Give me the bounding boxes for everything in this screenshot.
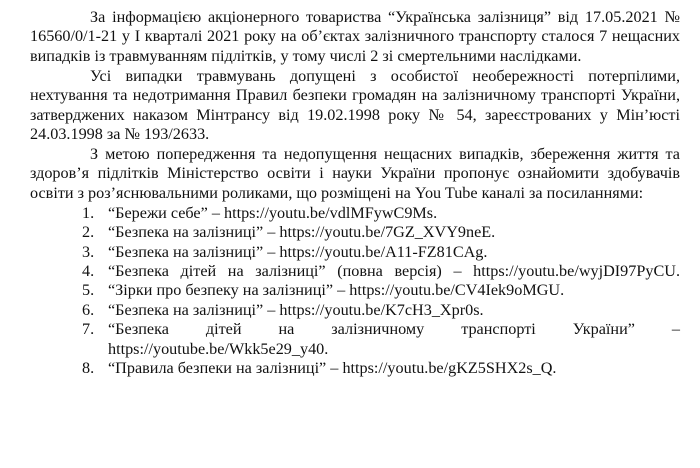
list-item-text — [108, 359, 680, 378]
video-title: “Безпека дітей на залізничному транспорті України” — [108, 320, 635, 339]
video-url: https://youtu.be/A11-FZ81CAg. — [279, 242, 488, 261]
list-item-number: 2. — [82, 223, 95, 242]
dash-separator: – — [441, 262, 474, 281]
paragraph-video-proposal: З метою попередження та недопущення нещасних випадків, збереження життя та здоров’я підлітків Міністерство освіти і науки України пропонує ознайомити здобувачів освіти з роз’яснювальними роликами, що розміщені на You Tube каналі за посиланнями: — [30, 145, 680, 202]
list-item — [30, 359, 680, 378]
video-url: https://youtu.be/CV4Iek9oMGU. — [349, 281, 565, 300]
dash-separator: – — [263, 223, 280, 242]
video-link-list — [30, 204, 680, 379]
video-title: “Правила безпеки на залізниці” — [108, 359, 327, 378]
list-item-text — [108, 243, 680, 262]
dash-separator: – — [207, 203, 224, 222]
video-url: https://youtu.be/vdlMFywC9Ms. — [223, 203, 438, 222]
paragraph-incident-stats: За інформацією акціонерного товариства “Українська залізниця” від 17.05.2021 № 16560/0/1-21 у І кварталі 2021 року на об’єктах залізничного транспорту сталося 7 нещасних випадків із травмуванням підлітків, у тому числі 2 зі смертельними наслідками. — [30, 8, 680, 65]
dash-separator: – — [634, 320, 681, 339]
dash-separator: – — [333, 281, 350, 300]
video-url: https://youtu.be/gKZ5SHX2s_Q. — [342, 359, 557, 378]
list-item-text — [108, 281, 680, 300]
document-body — [30, 8, 680, 379]
list-item — [30, 301, 680, 320]
video-title: “Безпека на залізниці” — [108, 242, 264, 261]
list-item-number: 6. — [82, 300, 95, 319]
video-url: https://youtu.be/7GZ_XVY9neE. — [279, 223, 496, 242]
video-title: “Безпека на залізниці” — [108, 223, 264, 242]
list-item-text — [108, 223, 680, 242]
video-url: https://youtu.be/wyjDI97PyCU. — [473, 262, 681, 281]
list-item-text — [108, 320, 680, 359]
list-item — [30, 243, 680, 262]
list-item-number: 8. — [82, 359, 95, 378]
list-item — [30, 262, 680, 281]
video-title: “Зірки про безпеку на залізниці” — [108, 281, 334, 300]
list-item — [30, 320, 680, 359]
dash-separator: – — [263, 300, 280, 319]
list-item — [30, 223, 680, 242]
list-item-number: 5. — [82, 281, 95, 300]
list-item-number: 7. — [82, 320, 95, 339]
list-item-text — [108, 262, 680, 281]
list-item — [30, 281, 680, 300]
list-item-number: 4. — [82, 262, 95, 281]
list-item — [30, 204, 680, 223]
list-item-number: 3. — [82, 242, 95, 261]
paragraph-safety-rules: Усі випадки травмувань допущені з особистої необережності потерпілими, нехтування та недотримання Правил безпеки громадян на залізничному транспорті України, затверджених наказом Мінтрансу від 19.02.1998 року № 54, зареєстрованих у Мін’юсті 24.03.1998 за № 193/2633. — [30, 66, 680, 144]
video-title: “Безпека дітей на залізниці” (повна версія) — [108, 262, 442, 281]
video-title: “Безпека на залізниці” — [108, 300, 264, 319]
list-item-text — [108, 204, 680, 223]
video-title: “Бережи себе” — [108, 203, 208, 222]
list-item-text — [108, 301, 680, 320]
video-url: https://youtube.be/Wkk5e29_y40. — [108, 339, 329, 358]
dash-separator: – — [326, 359, 343, 378]
dash-separator: – — [263, 242, 280, 261]
video-url: https://youtu.be/K7cH3_Xpr0s. — [279, 300, 484, 319]
list-item-number: 1. — [82, 203, 95, 222]
